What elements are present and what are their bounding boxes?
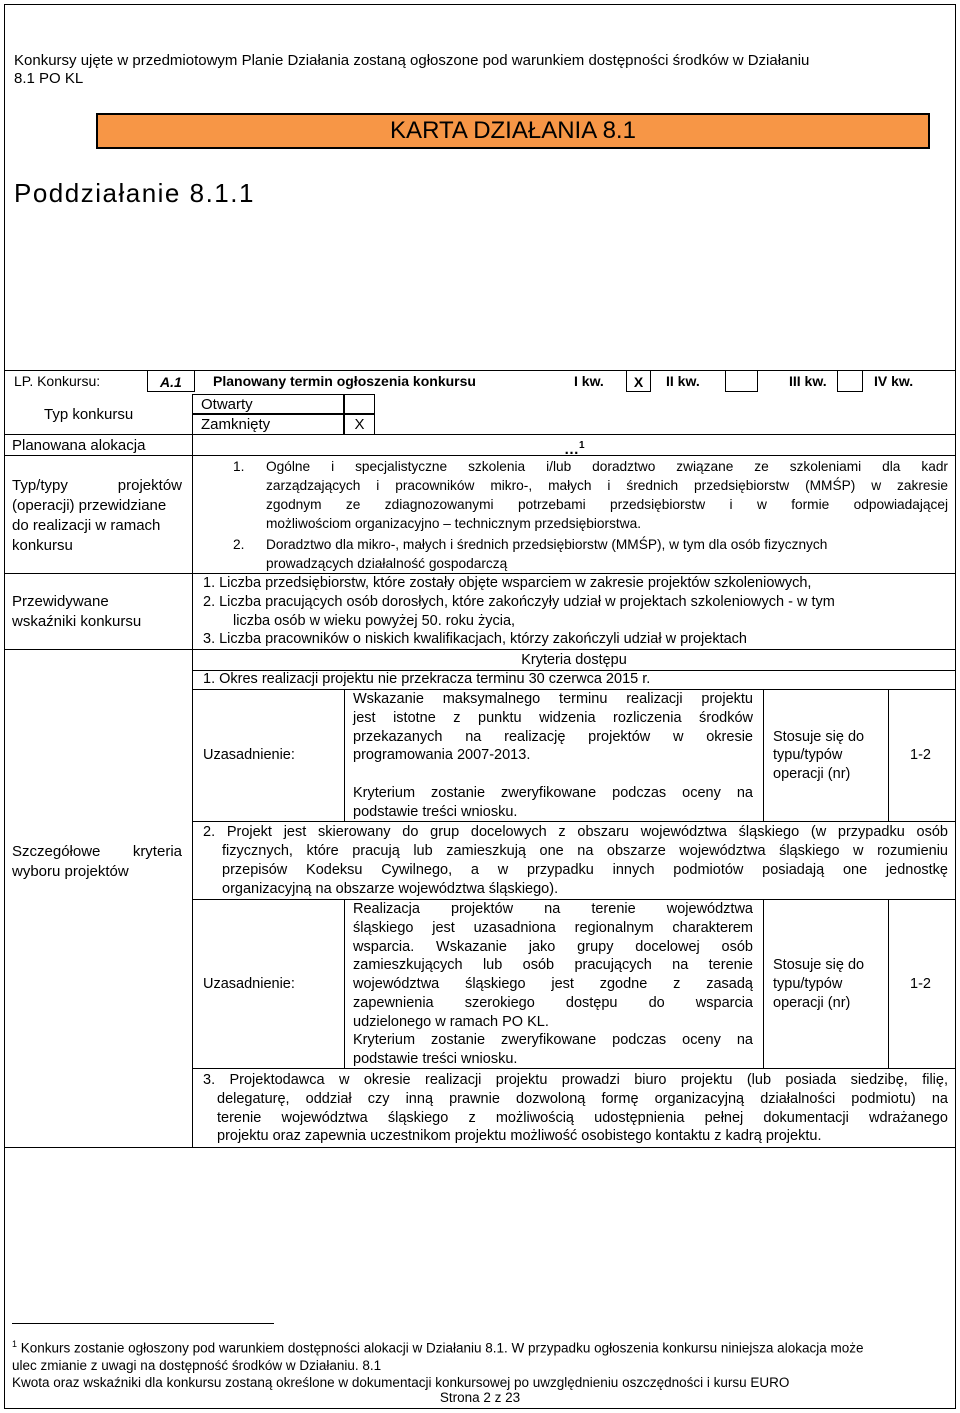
typ-item1-l3: zgodnym ze zdiagnozowanymi potrzebami przedsiębiorstw i w formie odpowiadającej <box>266 497 948 512</box>
kryteria-label-l1b: kryteria <box>132 843 182 860</box>
typ-item1-l1: Ogólne i specjalistyczne szkolenia i/lub doradztwo związane ze szkoleniami dla kadr <box>266 459 948 474</box>
k2-range: 1-2 <box>910 976 931 992</box>
typy-label-l4: konkursu <box>12 537 73 554</box>
zamkniety-label: Zamknięty <box>201 416 271 433</box>
kryteria-label <box>12 842 182 882</box>
typ-item1-num: 1. <box>233 459 245 474</box>
k2-l3: przepisów Kodeksu Cywilnego, a w przypadku innych podmiotów posiadają one jednostkę <box>222 862 948 878</box>
k3-l3: terenie województwa śląskiego z możliwością udostępnienia pełnej dokumentacji wdrażanego <box>217 1110 948 1126</box>
footnote-l3: Kwota oraz wskaźniki dla konkursu zostaną określone w dokumentacji konkursowej po uwzględnieniu oszczędności i kursu EURO <box>12 1374 790 1390</box>
typ-item2-l2: prowadzących działalność gospodarczą <box>266 556 508 571</box>
table-bottom-border <box>4 1147 956 1148</box>
footnote <box>12 1336 942 1391</box>
k2-vline-3 <box>888 899 889 1069</box>
typ-konkursu-cell <box>4 392 192 434</box>
poddzialanie-title: Poddziałanie 8.1.1 <box>14 178 255 208</box>
typ-konkursu-label: Typ konkursu <box>44 406 134 423</box>
typ-item1-l4: możliwościom organizacyjno – technicznym przedsiębiorstwa. <box>266 516 642 531</box>
k2-uzas-l7: udzielonego w ramach PO KL. <box>353 1014 549 1030</box>
planowany-label: Planowany termin ogłoszenia konkursu <box>213 373 476 389</box>
row-line-alokacja-bottom <box>4 455 956 456</box>
typ-item2-l1: Doradztwo dla mikro-, małych i średnich przedsiębiorstw (MMŚP), w tym dla osób fizycznych <box>266 537 828 552</box>
k1-uzas-l2: jest istotne z punktu widzenia rozliczenia środków <box>353 710 753 726</box>
header-line-1: Konkursy ujęte w przedmiotowym Planie Działania zostaną ogłoszone pod warunkiem dostępności środków w Działaniu <box>14 52 810 69</box>
q2-label: II kw. <box>666 373 700 389</box>
k1-stosuje-l1: Stosuje się do <box>773 729 865 745</box>
lp-value: A.1 <box>147 370 195 392</box>
k2-vline-1 <box>344 899 345 1069</box>
kryteria-label-l2: wyboru projektów <box>12 863 129 880</box>
typy-label-l2: (operacji) przewidziane <box>12 497 167 514</box>
typy-label-l1a: Typ/typy <box>12 477 68 494</box>
footnote-l1: Konkurs zostanie ogłoszony pod warunkiem dostępności alokacji w Działaniu 8.1. W przypadku ogłoszenia konkursu niniejsza alokacja może <box>20 1340 864 1356</box>
row-line-kryteria-top <box>4 649 956 650</box>
page-number: Strona 2 z 23 <box>439 1390 521 1405</box>
k1-title: 1. Okres realizacji projektu nie przekracza terminu 30 czerwca 2015 r. <box>203 671 651 687</box>
k1-uzas-l4: programowania 2007-2013. <box>353 747 531 763</box>
alokacja-footnote-ref: 1 <box>579 440 585 451</box>
k2-uzas-l5: województwa śląskiego jest zgodne z zasadą <box>353 976 753 992</box>
footnote-l2: ulec zmianie z uwagi na dostępność środków w Działaniu. 8.1 <box>12 1357 382 1373</box>
k2-uzas-l6: zapewnienia szerokiego dostępu do wsparcia <box>353 995 753 1011</box>
zamkniety-cell <box>192 414 344 435</box>
wskazniki-label <box>12 592 141 632</box>
k1-vline-1 <box>344 689 345 822</box>
k1-range: 1-2 <box>910 747 931 763</box>
header-note <box>14 52 949 88</box>
k3-l1: 3. Projektodawca w okresie realizacji projektu prowadzi biuro projektu (lub posiada siedzibę, filię, <box>203 1072 948 1088</box>
k1-uzas-l3: przekazanych na realizację projektów w okresie <box>353 729 753 745</box>
q2-mark <box>725 370 758 392</box>
q1-mark: X <box>626 370 651 392</box>
typy-label-l1b: projektów <box>117 477 182 494</box>
k3-l2: delegaturę, oddział czy inną prawnie dozwoloną formę organizacyjną działalności podmiotu) na <box>217 1091 948 1107</box>
k2-uzas-l1: Realizacja projektów na terenie województwa <box>353 901 753 917</box>
k2-stosuje-l1: Stosuje się do <box>773 957 865 973</box>
alokacja-label: Planowana alokacja <box>12 437 146 454</box>
otwarty-label: Otwarty <box>201 396 253 413</box>
kryteria-header: Kryteria dostępu <box>521 652 627 668</box>
k2-l4: organizacyjną na obszarze województwa śląskiego). <box>222 881 559 897</box>
k3-l4: projektu oraz zapewnia uczestnikom projektu możliwość osobistego kontaktu z kadrą projektu. <box>217 1128 822 1144</box>
row-line-alokacja-top <box>4 434 956 435</box>
typy-label <box>12 476 182 556</box>
k1-uzas-l6: podstawie treści wniosku. <box>353 804 518 820</box>
k2-uzas-label: Uzasadnienie: <box>203 976 295 992</box>
k2-stosuje-l2: typu/typów <box>773 976 843 992</box>
q1-label: I kw. <box>574 373 604 389</box>
wskazniki-label-l2: wskaźniki konkursu <box>12 613 142 630</box>
wskaznik-2-l1: 2. Liczba pracujących osób dorosłych, które zakończyły udział w projektach szkoleniowych - w tym <box>203 594 835 610</box>
alokacja-ellipsis: … <box>564 441 579 458</box>
lp-row <box>4 370 936 392</box>
k2-uzas-l4: zamieszkujących lub osób pracujących na terenie <box>353 957 753 973</box>
wskazniki-label-l1: Przewidywane <box>12 593 109 610</box>
otwarty-mark <box>344 394 375 414</box>
k2-uzas-l2: śląskiego jest uzasadniona regionalnym charakterem <box>353 920 753 936</box>
otwarty-cell <box>192 394 344 414</box>
k2-uzas-l8: Kryterium zostanie zweryfikowane podczas oceny na <box>353 1032 753 1048</box>
k2-vline-2 <box>763 899 764 1069</box>
wskaznik-1: 1. Liczba przedsiębiorstw, które zostały objęte wsparciem w zakresie projektów szkoleniowych, <box>203 575 812 591</box>
k2-l1: 2. Projekt jest skierowany do grup docelowych z obszaru województwa śląskiego (w przypadku osób <box>203 824 948 840</box>
typy-label-l3: do realizacji w ramach <box>12 517 161 534</box>
wskaznik-2-l2: liczba osób w wieku powyżej 50. roku życia, <box>233 613 516 629</box>
k1-stosuje-l3: operacji (nr) <box>773 766 851 782</box>
k1-vline-2 <box>763 689 764 822</box>
q3-mark <box>837 370 863 392</box>
header-line-2: 8.1 PO KL <box>14 70 84 87</box>
k1-vline-3 <box>888 689 889 822</box>
k1-stosuje-l2: typu/typów <box>773 747 843 763</box>
k2-stosuje-l3: operacji (nr) <box>773 995 851 1011</box>
typ-item1-l2: zarządzających i pracowników mikro-, małych i średnich przedsiębiorstw (MMŚP) w zakresie <box>266 478 948 493</box>
k1-uzas-l1: Wskazanie maksymalnego terminu realizacji projektu <box>353 691 753 707</box>
wskaznik-3: 3. Liczba pracowników o niskich kwalifikacjach, którzy zakończyli udział w projektach <box>203 631 747 647</box>
footnote-marker: 1 <box>12 1339 18 1349</box>
kryteria-label-l1a: Szczegółowe <box>12 843 101 860</box>
footnote-separator <box>12 1323 274 1324</box>
karta-title: KARTA DZIAŁANIA 8.1 <box>96 113 930 149</box>
zamkniety-mark: X <box>344 414 375 435</box>
k1-uzas-label: Uzasadnienie: <box>203 747 295 763</box>
k1-uzas-l5: Kryterium zostanie zweryfikowane podczas oceny na <box>353 785 753 801</box>
k2-uzas-l9: podstawie treści wniosku. <box>353 1051 518 1067</box>
q4-label: IV kw. <box>874 373 914 389</box>
q3-label: III kw. <box>789 373 827 389</box>
lp-label: LP. Konkursu: <box>14 373 101 389</box>
k2-uzas-l3: wsparcia. Wskazanie jako grupy docelowej osób <box>353 939 753 955</box>
k2-l2: fizycznych, które pracują lub zamieszkują one na obszarze województwa śląskiego w rozumieniu <box>222 843 948 859</box>
typ-item2-num: 2. <box>233 537 245 552</box>
